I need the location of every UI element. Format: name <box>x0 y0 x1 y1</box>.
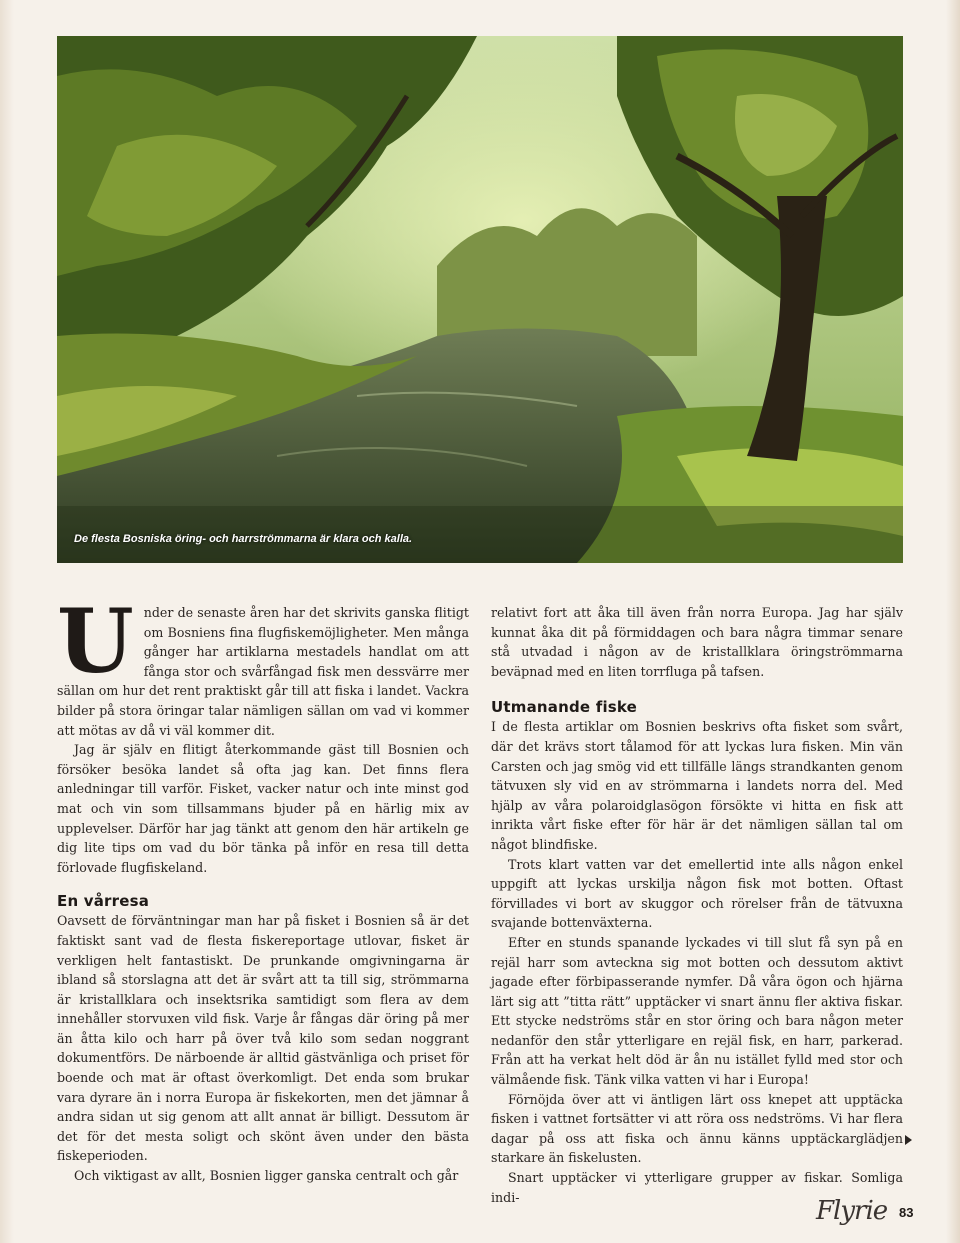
body-paragraph: Förnöjda över att vi äntligen lärt oss knepet att upptäcka fisken i vattnet fortsätter vi att röra oss nedströms. Vi har flera dagar på oss att fiska och ännu känns upptäckarglädjen starkare än fiskelusten. <box>491 1091 903 1166</box>
page-edge-left <box>0 0 14 1243</box>
drop-cap: U <box>57 589 134 693</box>
photo-caption: De flesta Bosniska öring- och harrströmmarna är klara och kalla. <box>74 533 413 545</box>
magazine-logo: Flyrie <box>816 1196 888 1226</box>
body-paragraph: I de flesta artiklar om Bosnien beskrivs ofta fisket som svårt, där det krävs stort tålamod för att lyckas lura fisken. Min vän Carsten och jag smög vid ett tillfälle längs strandkanten genom tätvuxen sly vid en av strömmarna i landets norra del. Med hjälp av våra polaroidglasögon försökte vi hitta en fisk att inrikta vårt fiske efter för här är det nämligen sällan tal om något blindfiske. <box>491 719 903 852</box>
body-paragraph: Jag är själv en flitigt återkommande gäst till Bosnien och försöker besöka landet så ofta jag kan. Det finns flera anledningar till varför. Fisket, vacker natur och inte minst god mat och vin som tillsammans bjuder på en härlig mix av upplevelser. Därför har jag tänkt att genom den här artikeln ge dig lite tips om vad du bör tänka på inför en resa till detta förlovade flugfiskeland. <box>57 742 469 875</box>
article-column-right <box>491 603 903 1207</box>
river-photo <box>57 36 903 563</box>
river-photo-illustration <box>57 36 903 563</box>
article-column-left <box>57 589 469 1186</box>
body-paragraph: Trots klart vatten var det emellertid inte alls någon enkel uppgift att lyckas urskilja någon fisk mot botten. Oftast förvillades vi bort av skuggor och rörelser från de tätvuxna svajande bottenväxterna. <box>491 856 903 931</box>
body-paragraph: relativt fort att åka till även från norra Europa. Jag har själv kunnat åka dit på förmiddagen och bara några timmar senare stå utvadad i någon av de kristallklara öringströmmarna beväpnad med en liten torrfluga på tafsen. <box>491 605 903 679</box>
body-paragraph: Oavsett de förväntningar man har på fisket i Bosnien så är det faktiskt sant vad de flesta fiskereportage utlovar, fisket är verkligen helt fantastiskt. De prunkande omgivningarna är ibland så storslagna att det är svårt att ta till sig, strömmarna är kristallklara och insektsrika samtidigt som flera av dem innehåller storvuxen vild fisk. Varje år fångas där öring på mer än åtta kilo och harr på över två kilo som sedan noggrant dokumentförs. De närboende är alltid gästvänliga och priset för boende och mat är oftast överkomligt. Det enda som brukar vara dyrare än i norra Europa är fiskekorten, men det jämnar å andra sidan ut sig genom att allt annat är billigt. Dessutom är det för det mesta soligt och skönt även under den bästa fiskeperioden. <box>57 913 469 1164</box>
body-paragraph: Och viktigast av allt, Bosnien ligger ganska centralt och går <box>74 1168 459 1184</box>
intro-paragraph-wrap <box>57 589 469 740</box>
body-paragraph: Efter en stunds spanande lyckades vi till slut få syn på en rejäl harr som avteckna sig mot botten och dessutom aktivt jagade efter förbipasserande nymfer. Då våra ögon och hjärna lärt sig att ”titta rätt” upptäcker vi snart ännu fler aktiva fiskar. Ett stycke nedströms står en stor öring och bara någon meter nedanför den står ytterligare en rejäl fisk, en harr, parkerad. Från att ha verkat helt död är ån nu istället fylld med stor och välmående fisk. Tänk vilka vatten vi har i Europa! <box>491 934 903 1088</box>
continue-arrow-icon <box>905 1135 912 1145</box>
section-heading-utmanande-fiske: Utmanande fiske <box>491 698 638 717</box>
page-number: 83 <box>899 1205 914 1220</box>
page-edge-right <box>946 0 960 1243</box>
intro-paragraph: nder de senaste åren har det skrivits ganska flitigt om Bosniens fina flugfiskemöjligheter. Men många gånger har artiklarna mestadels handlat om att fånga stor och svårfångad fisk men dessvärre mer sällan om hur det rent praktiskt går till att fiska i landet. Vackra bilder på stora öringar talar nämligen sällan om vad vi kommer att mötas av då vi väl kommer dit. <box>57 605 469 738</box>
section-heading-en-varresa: En vårresa <box>57 892 150 911</box>
body-paragraph: Snart upptäcker vi ytterligare grupper av fiskar. Somliga indi- <box>491 1170 903 1205</box>
